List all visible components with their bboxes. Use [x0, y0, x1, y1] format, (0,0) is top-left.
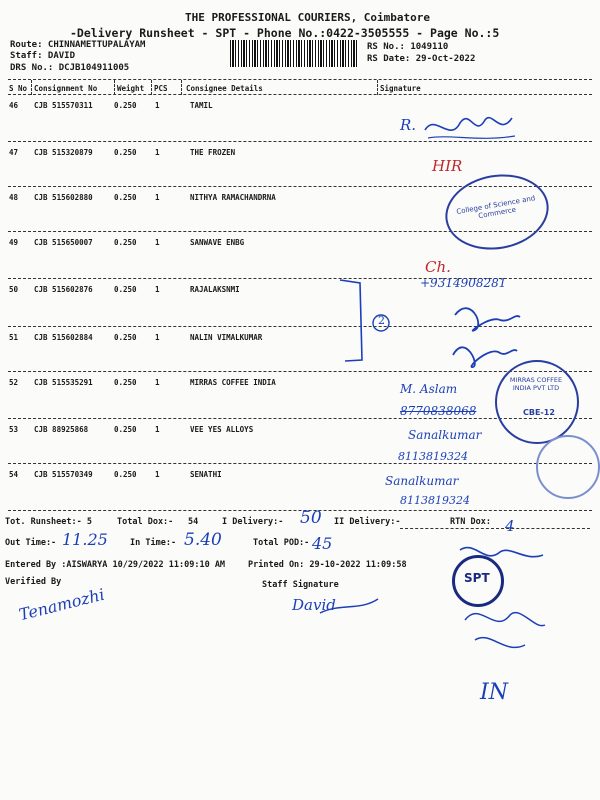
signature-46 [420, 108, 520, 148]
ii-delivery-label: II Delivery:- [334, 517, 401, 527]
table-header-rule [8, 94, 592, 95]
row-rule [8, 463, 592, 464]
faded-stamp [536, 435, 600, 499]
total-dox-value: 54 [188, 517, 199, 527]
bottom-note: IN [480, 680, 508, 705]
out-time-handwritten: 11.25 [62, 530, 108, 549]
signature-54-name: Sanalkumar [385, 474, 459, 488]
mirras-stamp [495, 360, 579, 444]
row-consignee: MIRRAS COFFEE INDIA [190, 378, 276, 387]
row-consignment: CJB 515650007 [34, 238, 93, 247]
drs-number: DRS No.: DCJB104911005 [10, 63, 130, 73]
rs-number: RS No.: 1049110 [367, 42, 449, 52]
staff-signature-stroke [280, 595, 380, 620]
row-weight: 0.250 [114, 148, 137, 157]
spt-stamp-text: SPT [464, 571, 490, 585]
runsheet-subtitle: -Delivery Runsheet - SPT - Phone No.:0422-3505555 - Page No.:5 [70, 26, 500, 40]
row-pcs: 1 [155, 285, 160, 294]
row-consignment: CJB 515320879 [34, 148, 93, 157]
row-pcs: 1 [155, 193, 160, 202]
row-sno: 53 [9, 425, 19, 434]
signature-47: HIR [432, 157, 463, 175]
total-dox-label: Total Dox:- [117, 517, 174, 527]
signature-50-51 [445, 295, 525, 370]
row-sno: 51 [9, 333, 19, 342]
row-consignment: CJB 515570349 [34, 470, 93, 479]
bracket-mark [335, 275, 405, 370]
out-time-label: Out Time:- [5, 538, 57, 548]
staff-signature-label: Staff Signature [262, 580, 339, 590]
row-consignment: CJB 515535291 [34, 378, 93, 387]
tot-runsheet: Tot. Runsheet:- 5 [5, 517, 92, 527]
row-consignee: TAMIL [190, 101, 213, 110]
row-rule [8, 371, 592, 372]
row-pcs: 1 [155, 101, 160, 110]
college-stamp-text: College of Science and Commerce [455, 194, 536, 221]
total-pod-label: Total POD:- [253, 538, 310, 548]
entered-by: Entered By :AISWARYA 10/29/2022 11:09:10 AM [5, 560, 226, 570]
row-consignment: CJB 515602884 [34, 333, 93, 342]
row-consignment: CJB 515602880 [34, 193, 93, 202]
row-pcs: 1 [155, 425, 160, 434]
row-consignee: SENATHI [190, 470, 222, 479]
in-time-label: In Time:- [130, 538, 177, 548]
row-consignment: CJB 515570311 [34, 101, 93, 110]
col-divider [377, 80, 378, 95]
row-consignee: NALIN VIMALKUMAR [190, 333, 263, 342]
row-pcs: 1 [155, 148, 160, 157]
row-consignee: VEE YES ALLOYS [190, 425, 254, 434]
rtn-dox-handwritten: 4 [505, 517, 515, 535]
staff-signature: David [292, 596, 336, 614]
footer-rule [400, 528, 590, 529]
col-divider [114, 80, 115, 95]
signature-51-marker: 2 [378, 314, 385, 327]
staff-signature-scribble [455, 540, 550, 665]
row-sno: 46 [9, 101, 19, 110]
row-weight: 0.250 [114, 285, 137, 294]
verified-signature: Tenamozhi [16, 584, 107, 625]
row-sno: 47 [9, 148, 19, 157]
row-consignee: RAJALAKSNMI [190, 285, 240, 294]
row-sno: 48 [9, 193, 19, 202]
row-weight: 0.250 [114, 101, 137, 110]
signature-54-phone: 8113819324 [400, 494, 470, 507]
row-consignment: CJB 88925868 [34, 425, 89, 434]
col-header-consignment: Consignment No [34, 84, 98, 93]
col-header-pcs: PCS [154, 84, 168, 93]
signature-52-name: M. Aslam [400, 382, 458, 396]
col-divider [31, 80, 32, 95]
i-delivery-label: I Delivery:- [222, 517, 284, 527]
col-header-consignee: Consignee Details [186, 84, 263, 93]
row-consignee: SANWAVE ENBG [190, 238, 245, 247]
mirras-stamp-code: CBE-12 [523, 408, 555, 417]
row-weight: 0.250 [114, 378, 137, 387]
row-pcs: 1 [155, 333, 160, 342]
row-weight: 0.250 [114, 193, 137, 202]
row-weight: 0.250 [114, 470, 137, 479]
row-weight: 0.250 [114, 333, 137, 342]
row-weight: 0.250 [114, 425, 137, 434]
col-divider [181, 80, 182, 95]
table-top-rule [8, 79, 592, 80]
row-pcs: 1 [155, 238, 160, 247]
row-consignee: NITHYA RAMACHANDRNA [190, 193, 276, 202]
in-time-handwritten: 5.40 [184, 530, 222, 550]
col-divider [151, 80, 152, 95]
signature-50-phone: +9314908281 [420, 276, 507, 290]
printed-on: Printed On: 29-10-2022 11:09:58 [248, 560, 407, 570]
company-title: THE PROFESSIONAL COURIERS, Coimbatore [185, 11, 431, 24]
barcode [230, 40, 358, 67]
college-stamp [439, 167, 554, 258]
route-label: Route: CHINNAMETTUPALAYAM [10, 40, 146, 50]
col-header-weight: Weight [117, 84, 145, 93]
mirras-stamp-text: MIRRAS COFFEE INDIA PVT LTD [509, 376, 563, 392]
row-weight: 0.250 [114, 238, 137, 247]
signature-53-phone: 8113819324 [398, 450, 468, 463]
col-header-signature: Signature [380, 84, 421, 93]
signature-53-name: Sanalkumar [408, 428, 482, 442]
row-sno: 52 [9, 378, 19, 387]
signature-50-initial: Ch. [425, 258, 451, 276]
row-sno: 50 [9, 285, 19, 294]
row-pcs: 1 [155, 378, 160, 387]
verified-by-label: Verified By [5, 577, 62, 587]
i-delivery-handwritten: 50 [300, 508, 322, 528]
signature-46-initial: R. [400, 116, 417, 134]
row-sno: 54 [9, 470, 19, 479]
col-header-sno: S No [9, 84, 28, 93]
row-pcs: 1 [155, 470, 160, 479]
row-consignment: CJB 515602876 [34, 285, 93, 294]
rs-date: RS Date: 29-Oct-2022 [367, 54, 476, 64]
total-pod-handwritten: 45 [312, 534, 333, 553]
staff-label: Staff: DAVID [10, 51, 76, 61]
rtn-dox-label: RTN Dox: [450, 517, 491, 527]
row-consignee: THE FROZEN [190, 148, 236, 157]
signature-52-phone: 8770838068 [400, 404, 477, 418]
row-sno: 49 [9, 238, 19, 247]
